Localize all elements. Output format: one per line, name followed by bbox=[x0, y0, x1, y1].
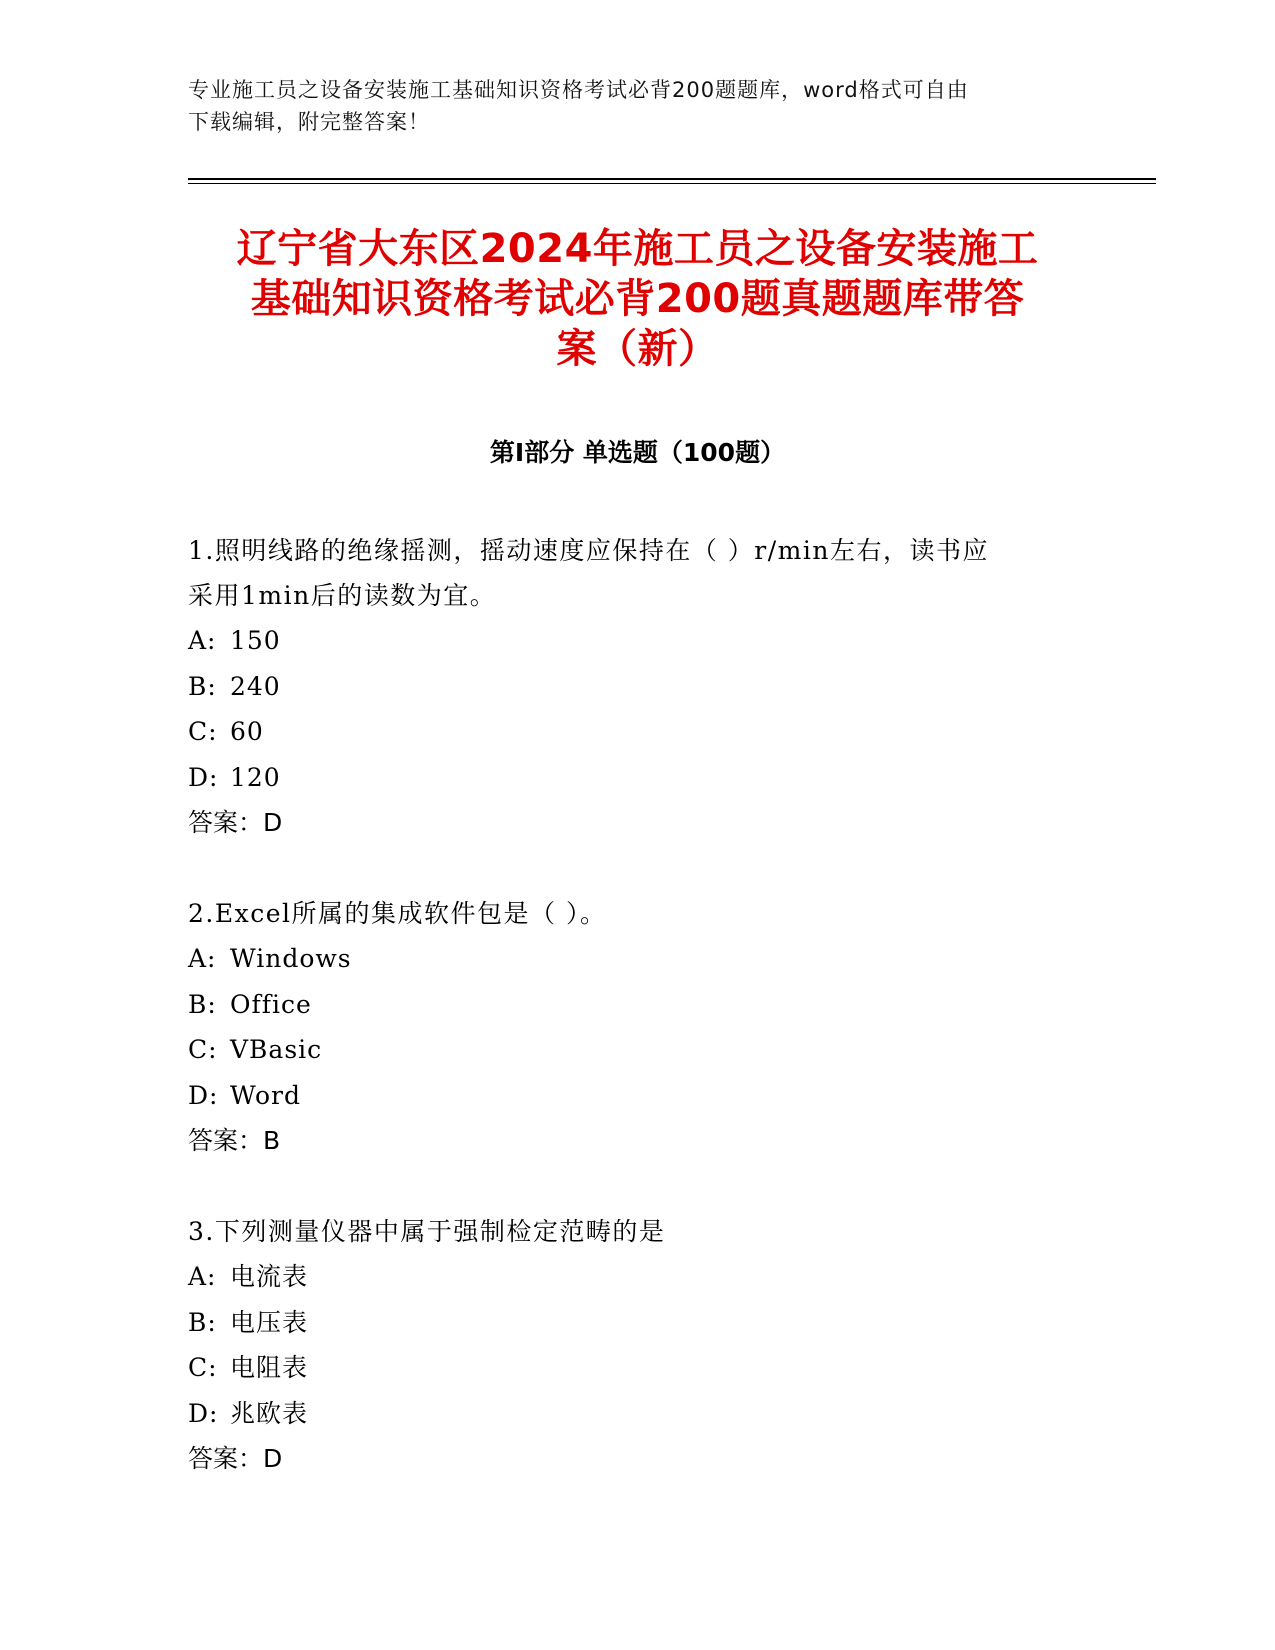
question-stem bbox=[188, 1209, 1068, 1254]
header-note-line: 下载编辑，附完整答案！ bbox=[188, 110, 430, 134]
title-line: 基础知识资格考试必背200题真题题库带答 bbox=[250, 276, 1025, 322]
question-stem bbox=[188, 528, 1068, 618]
option-d bbox=[188, 755, 1068, 801]
header-note-line: 专业施工员之设备安装施工基础知识资格考试必背200题题库，word格式可自由 bbox=[188, 78, 969, 102]
option-c bbox=[188, 709, 1068, 755]
question-item bbox=[188, 1209, 1068, 1481]
option-text: 150 bbox=[230, 626, 281, 655]
option-text: Windows bbox=[230, 944, 352, 973]
title-line: 辽宁省大东区2024年施工员之设备安装施工 bbox=[236, 226, 1039, 272]
option-a bbox=[188, 618, 1068, 664]
option-b bbox=[188, 664, 1068, 710]
question-item bbox=[188, 891, 1068, 1163]
section-heading: 第Ⅰ部分 单选题（100题） bbox=[489, 438, 786, 467]
option-text: 120 bbox=[230, 762, 281, 792]
option-d bbox=[188, 1391, 1068, 1437]
option-text: Word bbox=[230, 1080, 302, 1110]
option-text: VBasic bbox=[230, 1035, 323, 1064]
option-letter: B: bbox=[188, 671, 217, 701]
option-text: 兆欧表 bbox=[230, 1398, 309, 1428]
option-a bbox=[188, 1254, 1068, 1300]
option-letter: B: bbox=[188, 989, 217, 1019]
option-letter: D: bbox=[188, 762, 219, 792]
answer-label: 答案：D bbox=[188, 1444, 283, 1473]
option-letter: A: bbox=[188, 1262, 217, 1291]
option-letter: A: bbox=[188, 944, 217, 973]
option-letter: D: bbox=[188, 1398, 219, 1428]
question-list bbox=[188, 528, 1068, 1481]
question-spacer bbox=[188, 845, 1068, 891]
option-text: Office bbox=[230, 989, 312, 1019]
option-d bbox=[188, 1073, 1068, 1119]
option-letter: C: bbox=[188, 1035, 218, 1064]
question-stem-line: 采用1min后的读数为宜。 bbox=[188, 581, 497, 610]
option-text: 电流表 bbox=[230, 1262, 309, 1291]
option-letter: C: bbox=[188, 717, 218, 746]
header-divider-thick bbox=[188, 178, 1156, 180]
option-letter: A: bbox=[188, 626, 217, 655]
option-c bbox=[188, 1027, 1068, 1073]
option-letter: D: bbox=[188, 1080, 219, 1110]
header-note bbox=[188, 74, 1068, 138]
option-b bbox=[188, 982, 1068, 1028]
question-spacer bbox=[188, 1163, 1068, 1209]
answer-label: 答案：B bbox=[188, 1126, 281, 1155]
option-a bbox=[188, 936, 1068, 982]
option-text: 240 bbox=[230, 671, 281, 701]
option-text: 60 bbox=[230, 717, 264, 746]
question-stem-line: 1.照明线路的绝缘摇测，摇动速度应保持在（ ）r/min左右，读书应 bbox=[188, 536, 989, 565]
document-title bbox=[160, 224, 1115, 374]
option-text: 电阻表 bbox=[230, 1353, 309, 1382]
option-letter: C: bbox=[188, 1353, 218, 1382]
option-letter: B: bbox=[188, 1307, 217, 1337]
question-item bbox=[188, 528, 1068, 845]
title-line: 案（新） bbox=[556, 326, 719, 372]
question-stem-line: 3.下列测量仪器中属于强制检定范畴的是 bbox=[188, 1217, 666, 1246]
header-divider-thin bbox=[188, 183, 1156, 184]
answer-label: 答案：D bbox=[188, 808, 283, 837]
option-text: 电压表 bbox=[230, 1307, 309, 1337]
option-b bbox=[188, 1300, 1068, 1346]
question-stem bbox=[188, 891, 1068, 936]
question-stem-line: 2.Excel所属的集成软件包是（ ）。 bbox=[188, 899, 607, 928]
option-c bbox=[188, 1345, 1068, 1391]
